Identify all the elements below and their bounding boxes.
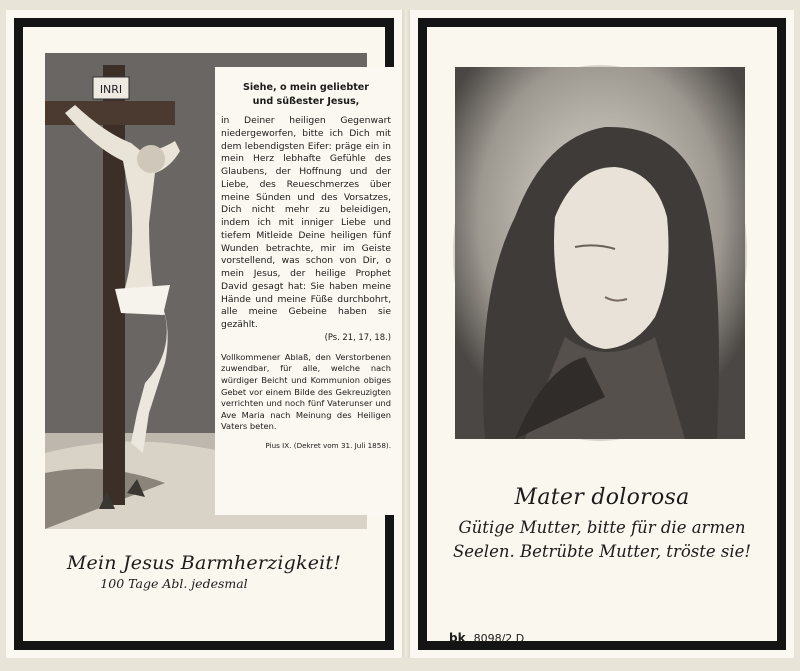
left-memorial-card	[6, 10, 402, 658]
psalm-reference: (Ps. 21, 17, 18.)	[324, 331, 391, 342]
indulgence-note: 100 Tage Abl. jedesmal	[100, 576, 248, 591]
decree-citation: Pius IX. (Dekret vom 31. Juli 1858).	[265, 440, 391, 450]
inri-label: INRI	[99, 83, 123, 96]
left-black-border	[14, 18, 394, 650]
prayer-heading-line1: Siehe, o mein geliebter	[242, 82, 370, 93]
right-caption	[427, 485, 777, 562]
prayer-body: in Deiner heiligen Gegenwart niedergeworfen, bitte ich Dich mit dem lebendigsten Eifer: präge ein in mein Herz lebhafte Gefühle des Glaubens, der Hoffnung und der Liebe, des Reueschmerzes über meine Sünden und des Vorsatzes, Dich nicht mehr zu beleidigen, indem ich mit inniger Liebe und tiefem Mitleide Deine heiligen fünf Wunden betrachte, mir im Geiste vorstellend, was schon von Dir, o mein Jesus, der heilige Prophet David gesagt hat: Sie haben meine Hände und meine Füße durchbohrt, alle meine Gebeine haben sie gezählt.	[221, 115, 391, 330]
mercy-invocation: Mein Jesus Barmherzigkeit!	[66, 552, 342, 574]
prayer-line-2: Seelen. Betrübte Mutter, tröste sie!	[452, 542, 752, 561]
prayer-heading-line2: und süßester Jesus,	[252, 96, 360, 107]
left-script-text	[23, 552, 385, 591]
prayer-line-1: Gütige Mutter, bitte für die armen	[458, 518, 746, 537]
right-black-border	[418, 18, 786, 650]
mater-dolorosa-title: Mater dolorosa	[514, 485, 690, 510]
madonna-illustration	[455, 67, 745, 439]
crucifixion-image	[45, 53, 391, 529]
card-fold	[402, 10, 410, 658]
print-number: 8098/2 D	[473, 631, 525, 645]
prayer-text-box	[215, 67, 397, 515]
printer-mark: bk	[449, 631, 466, 645]
printer-code	[449, 631, 524, 645]
mater-dolorosa-image	[455, 67, 745, 439]
prayer-heading	[221, 81, 391, 109]
right-memorial-card	[410, 10, 794, 658]
indulgence-text: Vollkommener Ablaß, den Verstorbenen zuwendbar, für alle, welche nach würdiger Beicht und Kommunion obiges Gebet vor einem Bilde des Gekreuzigten verrichten und noch fünf Vaterunser und Ave Maria nach Meinung des Heiligen Vaters beten.	[221, 351, 391, 432]
